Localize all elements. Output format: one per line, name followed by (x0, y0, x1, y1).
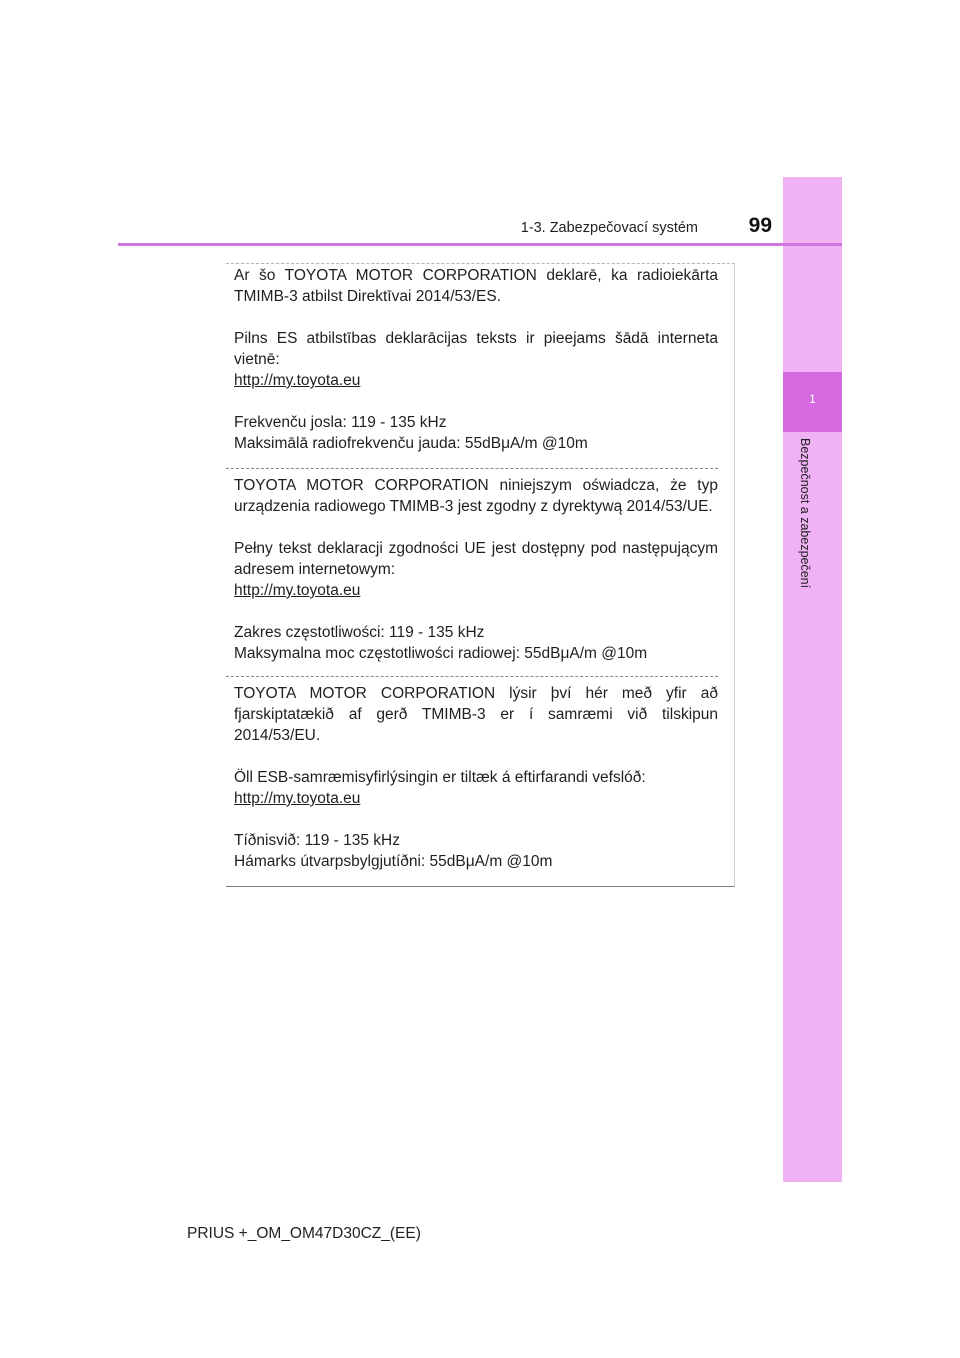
max-power: Maksimālā radiofrekvenču jauda: 55dBμA/m @10m (234, 435, 588, 452)
section-title: 1-3. Zabezpečovací systém (520, 220, 698, 236)
full-text-notice: Pełny tekst deklaracji zgodności UE jest dostępny pod następującym adresem internetowym: (234, 540, 718, 578)
full-text-notice: Öll ESB-samræmisyfirlýsingin er tiltæk á eftirfarandi vefslóð: (234, 769, 646, 786)
declaration-statement: TOYOTA MOTOR CORPORATION lýsir því hér með yfir að fjarskiptatækið af gerð TMIMB-3 er í samræmi við tilskipun 2014/53/EU. (234, 685, 718, 744)
frequency-band: Tíðnisvið: 119 - 135 kHz (234, 832, 400, 849)
full-text-notice: Pilns ES atbilstības deklarācijas teksts ir pieejams šādā interneta vietnē: (234, 330, 718, 368)
chapter-number: 1 (809, 392, 816, 406)
frequency-band: Zakres częstotliwości: 119 - 135 kHz (234, 624, 485, 641)
page-number: 99 (748, 214, 772, 237)
chapter-label: Bezpečnost a zabezpečení (798, 438, 812, 589)
max-power: Maksymalna moc częstotliwości radiowej: 55dBμA/m @10m (234, 645, 648, 662)
declaration-link[interactable]: http://my.toyota.eu (234, 582, 361, 599)
frequency-band: Frekvenču josla: 119 - 135 kHz (234, 414, 447, 431)
max-power: Hámarks útvarpsbylgjutíðni: 55dBμA/m @10m (234, 853, 553, 870)
declaration-statement: Ar šo TOYOTA MOTOR CORPORATION deklarē, ka radioiekārta TMIMB-3 atbilst Direktīvai 2014/53/ES. (234, 267, 718, 305)
document-code: PRIUS +_OM_OM47D30CZ_(EE) (187, 1225, 421, 1242)
declaration-link[interactable]: http://my.toyota.eu (234, 790, 361, 807)
declaration-statement: TOYOTA MOTOR CORPORATION niniejszym oświadcza, że typ urządzenia radiowego TMIMB-3 jest zgodny z dyrektywą 2014/53/UE. (234, 477, 718, 515)
declaration-block-lv (226, 265, 718, 454)
header-rule (118, 243, 842, 246)
declaration-block-pl (226, 468, 718, 664)
declaration-block-is (226, 676, 718, 872)
chapter-side-tab (783, 177, 842, 1182)
declaration-link[interactable]: http://my.toyota.eu (234, 372, 361, 389)
